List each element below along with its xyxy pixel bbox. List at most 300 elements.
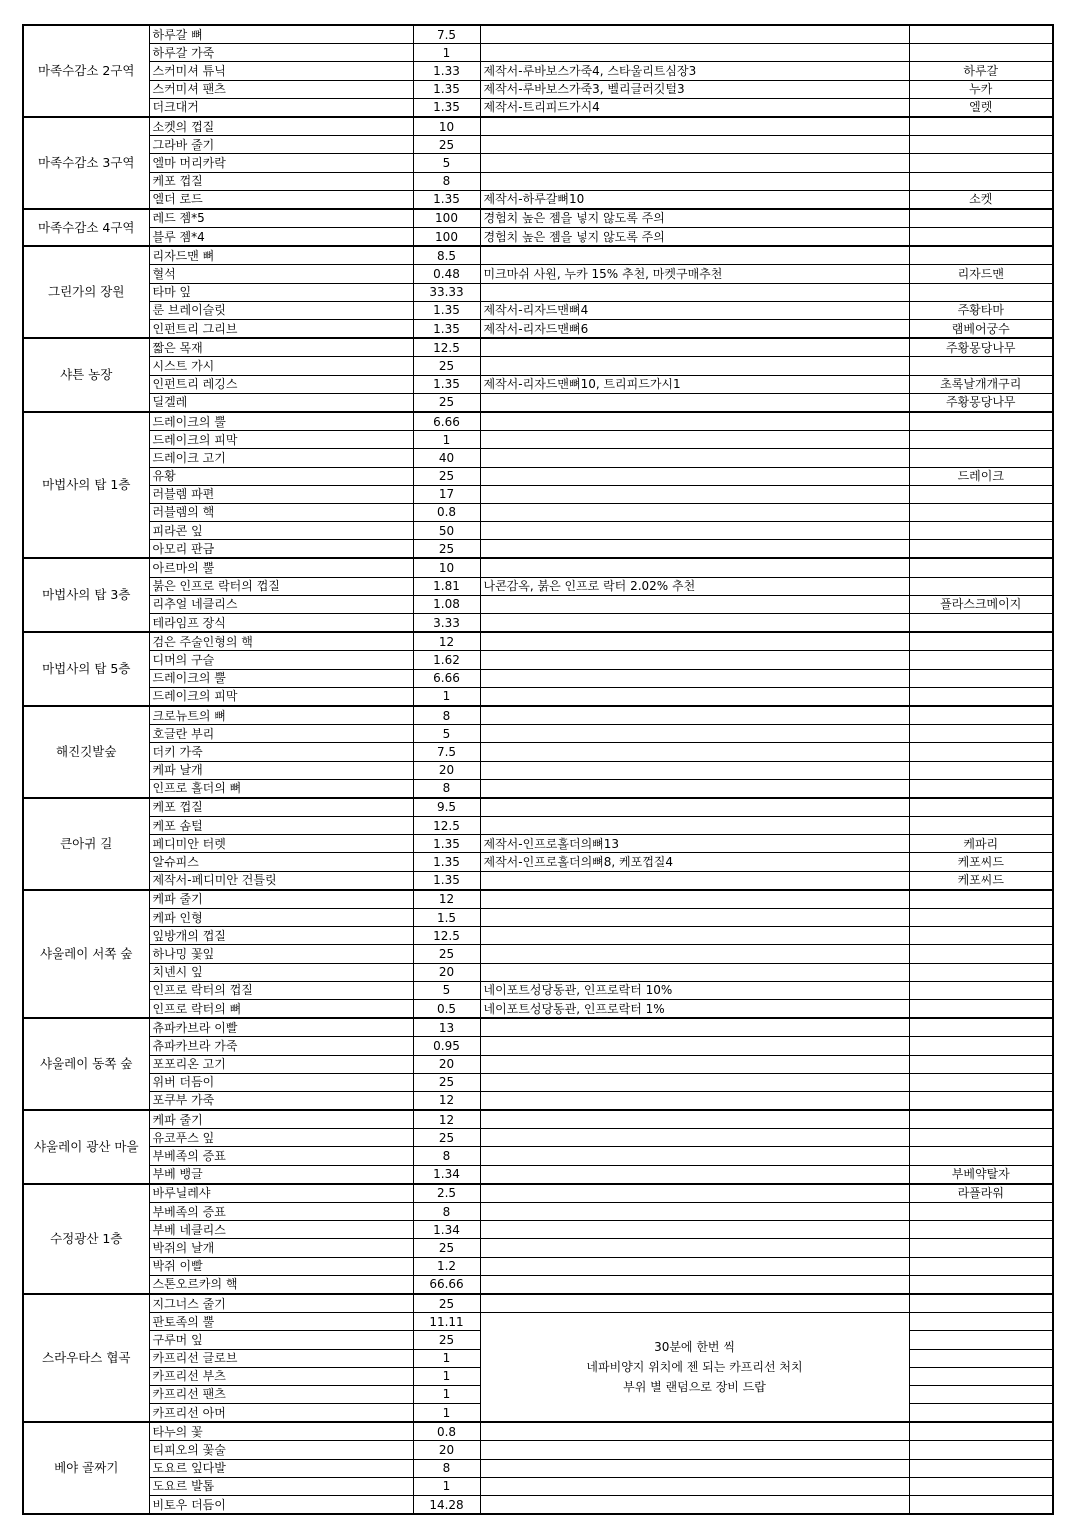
- mob-cell: [909, 136, 1053, 154]
- mob-cell: [909, 1055, 1053, 1073]
- note-cell: [480, 1147, 909, 1165]
- rate-cell: 1.35: [413, 320, 480, 339]
- item-cell: 케파 줄기: [149, 1110, 413, 1129]
- merged-note-cell: [480, 1313, 909, 1423]
- region-cell: 샤튼 농장: [23, 338, 149, 412]
- rate-cell: 5: [413, 725, 480, 743]
- item-cell: 인펀트리 레깅스: [149, 375, 413, 393]
- region-cell: 마족수감소 4구역: [23, 209, 149, 246]
- item-cell: 포포리온 고기: [149, 1055, 413, 1073]
- note-cell: [480, 761, 909, 779]
- rate-cell: 25: [413, 540, 480, 559]
- note-cell: [480, 431, 909, 449]
- item-cell: 혈석: [149, 265, 413, 283]
- rate-cell: 1.35: [413, 835, 480, 853]
- item-cell: 구루머 잎: [149, 1331, 413, 1349]
- rate-cell: 0.5: [413, 999, 480, 1018]
- table-row: [23, 301, 1053, 319]
- region-cell: 샤울레이 서쪽 숲: [23, 890, 149, 1018]
- item-cell: 드레이크의 피막: [149, 687, 413, 706]
- note-cell: [480, 890, 909, 909]
- table-row: [23, 503, 1053, 521]
- table-row: [23, 1422, 1053, 1441]
- item-cell: 크로뉴트의 뼈: [149, 706, 413, 725]
- rate-cell: 8: [413, 1203, 480, 1221]
- mob-cell: [909, 963, 1053, 981]
- item-cell: 케파 인형: [149, 909, 413, 927]
- mob-cell: [909, 431, 1053, 449]
- note-cell: [480, 136, 909, 154]
- item-cell: 하나밍 꽃잎: [149, 945, 413, 963]
- rate-cell: 1: [413, 1477, 480, 1495]
- table-row: [23, 25, 1053, 44]
- note-cell: 미크마쉬 사원, 누카 15% 추천, 마켓구매추천: [480, 265, 909, 283]
- table-row: [23, 449, 1053, 467]
- table-row: [23, 540, 1053, 559]
- region-cell: 마법사의 탑 5층: [23, 632, 149, 706]
- mob-cell: [909, 927, 1053, 945]
- item-cell: 케파 줄기: [149, 890, 413, 909]
- item-cell: 하루갈 뼈: [149, 25, 413, 44]
- note-cell: 제작서-리자드맨뼈4: [480, 301, 909, 319]
- item-cell: 스커미셔 튜닉: [149, 62, 413, 80]
- item-cell: 드레이크 고기: [149, 449, 413, 467]
- table-row: [23, 798, 1053, 817]
- item-cell: 카프리선 아머: [149, 1404, 413, 1423]
- rate-cell: 11.11: [413, 1313, 480, 1331]
- table-row: [23, 1496, 1053, 1515]
- mob-cell: 주황몽당나무: [909, 338, 1053, 357]
- note-cell: [480, 357, 909, 375]
- rate-cell: 12.5: [413, 338, 480, 357]
- mob-cell: 누카: [909, 80, 1053, 98]
- table-row: [23, 1477, 1053, 1495]
- mob-cell: [909, 172, 1053, 190]
- note-cell: [480, 945, 909, 963]
- rate-cell: 3.33: [413, 614, 480, 633]
- table-row: [23, 375, 1053, 393]
- note-cell: [480, 522, 909, 540]
- rate-cell: 17: [413, 485, 480, 503]
- table-row: [23, 1459, 1053, 1477]
- region-cell: 그린가의 장원: [23, 246, 149, 338]
- note-cell: [480, 1221, 909, 1239]
- mob-cell: [909, 1239, 1053, 1257]
- region-cell: 베야 골짜기: [23, 1422, 149, 1514]
- note-cell: [480, 246, 909, 265]
- item-cell: 알슈피스: [149, 853, 413, 871]
- rate-cell: 1: [413, 687, 480, 706]
- item-cell: 스커미셔 팬츠: [149, 80, 413, 98]
- region-cell: 샤울레이 광산 마을: [23, 1110, 149, 1184]
- mob-cell: 드레이크: [909, 467, 1053, 485]
- rate-cell: 20: [413, 761, 480, 779]
- table-row: [23, 817, 1053, 835]
- rate-cell: 1: [413, 1404, 480, 1423]
- mob-cell: [909, 1203, 1053, 1221]
- rate-cell: 40: [413, 449, 480, 467]
- table-row: [23, 1165, 1053, 1184]
- note-cell: 경험치 높은 젬을 넣지 않도록 주의: [480, 228, 909, 247]
- table-row: [23, 1091, 1053, 1110]
- rate-cell: 1: [413, 1385, 480, 1403]
- item-cell: 그라바 줄기: [149, 136, 413, 154]
- mob-cell: [909, 540, 1053, 559]
- region-cell: 마법사의 탑 1층: [23, 412, 149, 559]
- item-cell: 검은 주술인형의 핵: [149, 632, 413, 651]
- note-cell: [480, 503, 909, 521]
- mob-cell: 소켓: [909, 190, 1053, 209]
- mob-cell: 램베어궁수: [909, 320, 1053, 339]
- item-cell: 디머의 구슬: [149, 651, 413, 669]
- note-cell: [480, 172, 909, 190]
- note-cell: [480, 1129, 909, 1147]
- region-cell: 스라우타스 협곡: [23, 1294, 149, 1422]
- mob-cell: [909, 154, 1053, 172]
- mob-cell: 케포씨드: [909, 871, 1053, 890]
- rate-cell: 25: [413, 1129, 480, 1147]
- table-row: [23, 761, 1053, 779]
- item-cell: 카프리선 글로브: [149, 1349, 413, 1367]
- rate-cell: 50: [413, 522, 480, 540]
- mob-cell: [909, 1129, 1053, 1147]
- table-row: [23, 246, 1053, 265]
- item-cell: 레드 젬*5: [149, 209, 413, 228]
- rate-cell: 1.35: [413, 853, 480, 871]
- item-cell: 치넨시 잎: [149, 963, 413, 981]
- note-cell: 제작서-루바보스가죽4, 스타울리트심장3: [480, 62, 909, 80]
- table-row: [23, 338, 1053, 357]
- rate-cell: 25: [413, 945, 480, 963]
- rate-cell: 8: [413, 1459, 480, 1477]
- rate-cell: 0.95: [413, 1037, 480, 1055]
- note-cell: 제작서-인프로홀더의뼈13: [480, 835, 909, 853]
- rate-cell: 6.66: [413, 669, 480, 687]
- item-cell: 짧은 목재: [149, 338, 413, 357]
- item-cell: 인프로 락터의 껍질: [149, 981, 413, 999]
- mob-cell: 주황몽당나무: [909, 393, 1053, 412]
- drop-table-body: [23, 25, 1053, 1514]
- mob-cell: [909, 779, 1053, 798]
- rate-cell: 1: [413, 1349, 480, 1367]
- merged-note-line: 부위 별 랜덤으로 장비 드랍: [623, 1380, 766, 1395]
- note-cell: [480, 393, 909, 412]
- item-cell: 더키 가죽: [149, 743, 413, 761]
- drop-table: [22, 24, 1054, 1515]
- note-cell: [480, 1477, 909, 1495]
- mob-cell: 부베약탈자: [909, 1165, 1053, 1184]
- item-cell: 러블렘의 핵: [149, 503, 413, 521]
- note-cell: 제작서-리자드맨뼈6: [480, 320, 909, 339]
- item-cell: 더크대거: [149, 98, 413, 117]
- table-row: [23, 98, 1053, 117]
- mob-cell: [909, 1073, 1053, 1091]
- rate-cell: 25: [413, 1073, 480, 1091]
- mob-cell: 리자드맨: [909, 265, 1053, 283]
- note-cell: [480, 595, 909, 613]
- mob-cell: [909, 1221, 1053, 1239]
- note-cell: [480, 909, 909, 927]
- table-row: [23, 522, 1053, 540]
- mob-cell: [909, 25, 1053, 44]
- item-cell: 케파 날개: [149, 761, 413, 779]
- item-cell: 스톤오르카의 핵: [149, 1275, 413, 1294]
- mob-cell: [909, 412, 1053, 431]
- item-cell: 엘더 로드: [149, 190, 413, 209]
- mob-cell: [909, 614, 1053, 633]
- note-cell: [480, 779, 909, 798]
- table-row: [23, 1221, 1053, 1239]
- mob-cell: [909, 1459, 1053, 1477]
- note-cell: [480, 1165, 909, 1184]
- mob-cell: [909, 651, 1053, 669]
- note-cell: [480, 1441, 909, 1459]
- item-cell: 아르마의 뿔: [149, 558, 413, 577]
- table-row: [23, 743, 1053, 761]
- note-cell: [480, 1055, 909, 1073]
- note-cell: 제작서-인프로홀더의뼈8, 케포껍질4: [480, 853, 909, 871]
- rate-cell: 1.08: [413, 595, 480, 613]
- table-row: [23, 154, 1053, 172]
- item-cell: 유황: [149, 467, 413, 485]
- table-row: [23, 945, 1053, 963]
- rate-cell: 9.5: [413, 798, 480, 817]
- mob-cell: [909, 1331, 1053, 1349]
- note-cell: [480, 558, 909, 577]
- mob-cell: [909, 449, 1053, 467]
- note-cell: [480, 467, 909, 485]
- item-cell: 타누의 꽃: [149, 1422, 413, 1441]
- rate-cell: 25: [413, 357, 480, 375]
- table-row: [23, 467, 1053, 485]
- item-cell: 테라임프 장식: [149, 614, 413, 633]
- item-cell: 소켓의 껍질: [149, 117, 413, 136]
- mob-cell: [909, 1257, 1053, 1275]
- rate-cell: 1.33: [413, 62, 480, 80]
- rate-cell: 0.48: [413, 265, 480, 283]
- rate-cell: 1: [413, 431, 480, 449]
- table-row: [23, 632, 1053, 651]
- note-cell: [480, 1294, 909, 1313]
- item-cell: 제작서-페디미안 건틀릿: [149, 871, 413, 890]
- table-row: [23, 651, 1053, 669]
- item-cell: 딜겔레: [149, 393, 413, 412]
- mob-cell: [909, 1275, 1053, 1294]
- note-cell: [480, 706, 909, 725]
- rate-cell: 1.35: [413, 301, 480, 319]
- rate-cell: 10: [413, 558, 480, 577]
- item-cell: 카프리선 부츠: [149, 1367, 413, 1385]
- note-cell: [480, 1203, 909, 1221]
- note-cell: 나콘감옥, 붉은 인프로 락터 2.02% 추천: [480, 577, 909, 595]
- table-row: [23, 80, 1053, 98]
- item-cell: 도요르 잎다발: [149, 1459, 413, 1477]
- rate-cell: 0.8: [413, 1422, 480, 1441]
- rate-cell: 2.5: [413, 1184, 480, 1203]
- rate-cell: 1.5: [413, 909, 480, 927]
- mob-cell: 주황타마: [909, 301, 1053, 319]
- region-cell: 해진깃발숲: [23, 706, 149, 798]
- table-row: [23, 1018, 1053, 1037]
- mob-cell: [909, 1496, 1053, 1515]
- mob-cell: [909, 209, 1053, 228]
- rate-cell: 1.35: [413, 190, 480, 209]
- item-cell: 지그너스 줄기: [149, 1294, 413, 1313]
- region-cell: 마족수감소 2구역: [23, 25, 149, 117]
- note-cell: 제작서-루바보스가죽3, 벨리글러깃털3: [480, 80, 909, 98]
- table-row: [23, 558, 1053, 577]
- rate-cell: 13: [413, 1018, 480, 1037]
- item-cell: 판토족의 뿔: [149, 1313, 413, 1331]
- item-cell: 아모리 판금: [149, 540, 413, 559]
- mob-cell: [909, 981, 1053, 999]
- table-row: [23, 1184, 1053, 1203]
- table-row: [23, 62, 1053, 80]
- note-cell: [480, 338, 909, 357]
- mob-cell: [909, 706, 1053, 725]
- note-cell: 제작서-리자드맨뼈10, 트리피드가시1: [480, 375, 909, 393]
- item-cell: 케포 껍질: [149, 798, 413, 817]
- table-row: [23, 485, 1053, 503]
- item-cell: 케포 솜털: [149, 817, 413, 835]
- rate-cell: 25: [413, 393, 480, 412]
- rate-cell: 25: [413, 136, 480, 154]
- table-row: [23, 412, 1053, 431]
- rate-cell: 1.35: [413, 871, 480, 890]
- note-cell: [480, 1257, 909, 1275]
- mob-cell: [909, 1385, 1053, 1403]
- item-cell: 페디미안 터렛: [149, 835, 413, 853]
- rate-cell: 25: [413, 1294, 480, 1313]
- table-row: [23, 283, 1053, 301]
- table-row: [23, 117, 1053, 136]
- note-cell: [480, 44, 909, 62]
- table-row: [23, 431, 1053, 449]
- item-cell: 드레이크의 뿔: [149, 669, 413, 687]
- mob-cell: [909, 945, 1053, 963]
- table-row: [23, 1313, 1053, 1331]
- table-row: [23, 706, 1053, 725]
- mob-cell: [909, 999, 1053, 1018]
- rate-cell: 1.62: [413, 651, 480, 669]
- table-row: [23, 1257, 1053, 1275]
- mob-cell: [909, 357, 1053, 375]
- mob-cell: [909, 687, 1053, 706]
- table-row: [23, 357, 1053, 375]
- rate-cell: 1.35: [413, 80, 480, 98]
- item-cell: 박쥐의 날개: [149, 1239, 413, 1257]
- mob-cell: [909, 522, 1053, 540]
- rate-cell: 8: [413, 779, 480, 798]
- mob-cell: [909, 503, 1053, 521]
- table-row: [23, 999, 1053, 1018]
- item-cell: 드레이크의 뿔: [149, 412, 413, 431]
- rate-cell: 100: [413, 228, 480, 247]
- rate-cell: 20: [413, 1441, 480, 1459]
- mob-cell: [909, 743, 1053, 761]
- mob-cell: [909, 632, 1053, 651]
- note-cell: [480, 725, 909, 743]
- item-cell: 포쿠부 가죽: [149, 1091, 413, 1110]
- rate-cell: 100: [413, 209, 480, 228]
- note-cell: 경험치 높은 젬을 넣지 않도록 주의: [480, 209, 909, 228]
- mob-cell: [909, 725, 1053, 743]
- note-cell: [480, 1037, 909, 1055]
- note-cell: 제작서-트리피드가시4: [480, 98, 909, 117]
- rate-cell: 1.81: [413, 577, 480, 595]
- merged-note-line: 30분에 한번 씩: [654, 1340, 735, 1355]
- rate-cell: 20: [413, 963, 480, 981]
- table-row: [23, 136, 1053, 154]
- item-cell: 룬 브레이슬릿: [149, 301, 413, 319]
- note-cell: [480, 687, 909, 706]
- table-row: [23, 853, 1053, 871]
- mob-cell: 라플라워: [909, 1184, 1053, 1203]
- rate-cell: 8.5: [413, 246, 480, 265]
- table-row: [23, 320, 1053, 339]
- table-row: [23, 871, 1053, 890]
- note-cell: 제작서-하루갈뼈10: [480, 190, 909, 209]
- mob-cell: [909, 1018, 1053, 1037]
- table-row: [23, 1294, 1053, 1313]
- mob-cell: [909, 1422, 1053, 1441]
- mob-cell: 플라스크메이지: [909, 595, 1053, 613]
- item-cell: 인펀트리 그리브: [149, 320, 413, 339]
- note-cell: [480, 540, 909, 559]
- mob-cell: [909, 228, 1053, 247]
- rate-cell: 1.34: [413, 1165, 480, 1184]
- item-cell: 위버 더듬이: [149, 1073, 413, 1091]
- table-row: [23, 1129, 1053, 1147]
- mob-cell: [909, 761, 1053, 779]
- rate-cell: 8: [413, 706, 480, 725]
- rate-cell: 25: [413, 1331, 480, 1349]
- mob-cell: [909, 1477, 1053, 1495]
- table-row: [23, 963, 1053, 981]
- rate-cell: 10: [413, 117, 480, 136]
- rate-cell: 6.66: [413, 412, 480, 431]
- rate-cell: 66.66: [413, 1275, 480, 1294]
- note-cell: [480, 1275, 909, 1294]
- note-cell: [480, 1422, 909, 1441]
- mob-cell: 케포씨드: [909, 853, 1053, 871]
- note-cell: [480, 798, 909, 817]
- item-cell: 바루닐레샤: [149, 1184, 413, 1203]
- note-cell: [480, 871, 909, 890]
- mob-cell: 초록날개개구리: [909, 375, 1053, 393]
- table-row: [23, 393, 1053, 412]
- mob-cell: [909, 117, 1053, 136]
- mob-cell: 하루갈: [909, 62, 1053, 80]
- mob-cell: [909, 1037, 1053, 1055]
- item-cell: 드레이크의 피막: [149, 431, 413, 449]
- rate-cell: 1.35: [413, 98, 480, 117]
- table-row: [23, 172, 1053, 190]
- rate-cell: 12: [413, 632, 480, 651]
- table-row: [23, 725, 1053, 743]
- note-cell: [480, 1110, 909, 1129]
- table-row: [23, 909, 1053, 927]
- item-cell: 비토우 더듬이: [149, 1496, 413, 1515]
- note-cell: [480, 1496, 909, 1515]
- mob-cell: [909, 1091, 1053, 1110]
- mob-cell: [909, 909, 1053, 927]
- item-cell: 케포 껍질: [149, 172, 413, 190]
- note-cell: [480, 412, 909, 431]
- note-cell: [480, 1091, 909, 1110]
- rate-cell: 1.2: [413, 1257, 480, 1275]
- mob-cell: [909, 1367, 1053, 1385]
